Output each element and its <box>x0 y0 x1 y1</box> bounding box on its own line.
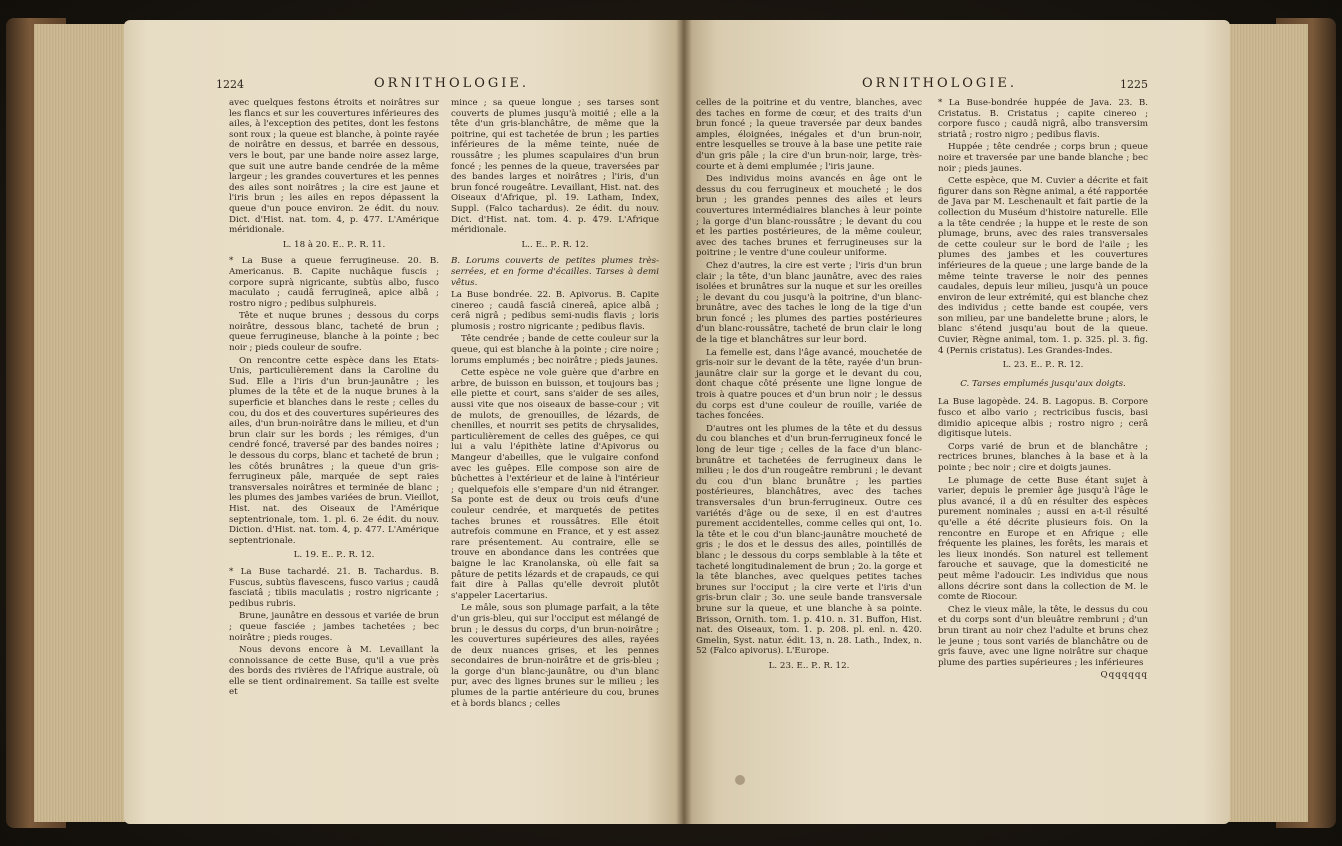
left-column-2 <box>451 98 659 711</box>
paragraph: Huppée ; tête cendrée ; corps brun ; queue noire et traversée par une bande blanche ; bec noir ; pieds jaunes. <box>938 142 1148 174</box>
paragraph: D'autres ont les plumes de la tête et du dessus du cou blanches et d'un brun-ferrugineux foncé le long de leur tige ; celles de la face d'un blanc-brunâtre et tachetées de ferrugineux dans le milieu ; le dos d'un rougeâtre rembruni ; le devant du cou d'un blanc brunâtre ; les parties postérieures, blanchâtres, avec des taches transversales d'un brun-ferrugineux. Outre ces variétés d'âge ou de sexe, il en est d'autres purement accidentelles, comme celles qui ont, 1o. la tête et le cou d'un blanc-jaunâtre moucheté de gris ; le dos et le dessus des ailes, pointillés de blanc ; le dessous du corps semblable à la tête et tacheté longitudinalement de brun ; 2o. la gorge et la tête blanches, avec quelques petites taches brunes sur l'occiput ; la cire verte et l'iris d'un gris-brun clair ; 3o. une seule bande transversale brune sur la queue, et une blanche à sa pointe. Brisson, Ornith. tom. 1. p. 410. n. 31. Buffon, Hist. nat. des Oiseaux, tom. 1. p. 208. pl. enl. n. 420. Gmelin, Syst. natur. édit. 13, n. 28. Lath., Index, n. 52 (Falco apivorus). L'Europe. <box>696 423 922 657</box>
species-entry-lagopede: La Buse lagopède. 24. B. Lagopus. B. Corpore fusco et albo vario ; rectricibus fuscis, basi dimidio apiceque albis ; rostro nigro ; cerâ digitisque luteis. <box>938 397 1148 440</box>
paragraph: Corps varié de brun et de blanchâtre ; rectrices brunes, blanches à la base et à la pointe ; bec noir ; cire et doigts jaunes. <box>938 441 1148 473</box>
paragraph: Le mâle, sous son plumage parfait, a la tête d'un gris-bleu, qui sur l'occiput est mélangé de brun ; le dessus du corps, d'un brun-noirâtre ; les couvertures supérieures des ailes, rayées de deux nuances grises, et les pennes secondaires de brun-noirâtre et de gris-bleu ; la gorge d'un blanc-jaunâtre, ou d'un blanc pur, avec des lignes brunes sur le milieu ; les plumes de la partie antérieure du cou, brunes et à bords blancs ; celles <box>451 603 659 709</box>
paragraph: Cette espèce ne vole guère que d'arbre en arbre, de buisson en buisson, et toujours bas ; elle piette et court, sans s'aider de ses ailes, aussi vite que nos oiseaux de basse-cour ; vit de mulots, de grenouilles, de lézards, de chenilles, et nourrit ses petits de chrysalides, particulièrement de celles des guêpes, ce qui lui a valu l'épithète latine d'Apivorus ou Mangeur d'abeilles, que le vulgaire confond avec les guêpes. Elle compose son aire de bûchettes à l'extérieur et de laine à l'intérieur ; quelquefois elle s'empare d'un nid étranger. Sa ponte est de deux ou trois œufs d'une couleur cendrée, et marquetés de petites taches brunes et roussâtres. Elle étoit autrefois commune en France, et y est assez rare présentement. Au contraire, elle se trouve en abondance dans les contrées que baigne le lac Kranolanska, où elle fait sa pâture de petits lézards et de crapauds, ce qui fait dire à Pallas qu'elle devroit plutôt s'appeler Lacertarius. <box>451 368 659 601</box>
paragraph: avec quelques festons étroits et noirâtres sur les flancs et sur les couvertures inférieures des ailes, à l'exception des petites, dont les festons sont roux ; la queue est blanche, à pointe rayée de noirâtre en dessus, et barrée en dessous, vers le bout, par une bande noire assez large, que suit une autre bande cendrée de la même largeur ; les grandes couvertures et les pennes des ailes sont noirâtres ; la cire est jaune et l'iris brun ; les ailes en repos dépassent la queue d'un pouce environ. 2e édit. du nouv. Dict. d'Hist. nat. tom. 4, p. 477. L'Amérique méridionale. <box>229 98 439 236</box>
paragraph: Des individus moins avancés en âge ont le dessus du cou ferrugineux et moucheté ; le dos brun ; les grandes pennes des ailes et leurs couvertures intermédiaires blanches à leur pointe ; la gorge d'un blanc-roussâtre ; le devant du cou et les parties postérieures, de la même couleur, avec des taches brunes et ferrugineuses sur la poitrine ; le ventre d'une couleur uniforme. <box>696 174 922 259</box>
paragraph: Le plumage de cette Buse étant sujet à varier, depuis le premier âge jusqu'à l'âge le plus avancé, il a dû en résulter des espèces purement nominales ; aussi en a-t-il résulté qu'elle a été décrite plusieurs fois. On la rencontre en Europe et en Afrique ; elle fréquente les plaines, les forêts, les marais et les lieux inondés. Son naturel est tellement farouche et sauvage, que la domesticité ne peut même l'adoucir. Les individus que nous allons décrire sont dans la collection de M. le comte de Riocour. <box>938 475 1148 603</box>
right-page <box>684 20 1230 824</box>
measurement-line: L.. E.. P.. R. 12. <box>521 239 589 250</box>
library-stamp <box>735 775 745 785</box>
measurement-line: L. 23. E.. P.. R. 12. <box>768 660 850 671</box>
species-entry-bondree-huppee: * La Buse-bondrée huppée de Java. 23. B. Cristatus. B. Cristatus ; capite cinereo ; corpore fusco ; caudâ nigrâ, albo transversim striatâ ; rostro nigro ; pedibus flavis. <box>938 98 1148 140</box>
section-heading-b: B. Lorums couverts de petites plumes très-serrées, et en forme d'écailles. Tarses à demi vêtus. <box>451 256 659 288</box>
measurement-line: L. 19. E.. P.. R. 12. <box>293 550 375 561</box>
page-number-left: 1224 <box>216 78 244 91</box>
right-column-1 <box>696 98 922 677</box>
paragraph: celles de la poitrine et du ventre, blanches, avec des taches en forme de cœur, et des traits d'un brun foncé ; la queue traversée par deux bandes amples, éloignées, inégales et d'un brun-noir, entre lesquelles se trouve à la base une petite raie d'un gris pâle ; la cire d'un brun-noir, large, très-courte et à demi emplumée ; l'iris jaune. <box>696 98 922 172</box>
signature-mark: Qqqqqqq <box>1100 670 1148 681</box>
measurement-line: L. 23. E.. P.. R. 12. <box>1002 360 1084 371</box>
paragraph: Brune, jaunâtre en dessous et variée de brun ; queue fasciée ; jambes tachetées ; bec noirâtre ; pieds rouges. <box>229 611 439 643</box>
right-column-2 <box>938 98 1148 683</box>
paragraph: Chez le vieux mâle, la tête, le dessus du cou et du corps sont d'un bleuâtre rembruni ; d'un brun tirant au noir chez l'adulte et bruns chez le jeune ; tous sont variés de blanchâtre ou de gris fauve, avec une ligne noirâtre sur chaque plume des parties supérieures ; les inférieures <box>938 604 1148 668</box>
paragraph: Nous devons encore à M. Levaillant la connoissance de cette Buse, qu'il a vue près des bords des rivières de l'Afrique australe, où elle se tient ordinairement. Sa taille est svelte et <box>229 645 439 698</box>
measurement-line: L. 18 à 20. E.. P.. R. 11. <box>282 239 386 250</box>
left-page <box>124 20 686 824</box>
running-header-right: ORNITHOLOGIE. <box>862 76 1018 91</box>
paragraph: Chez d'autres, la cire est verte ; l'iris d'un brun clair ; la tête, d'un blanc jaunâtre, avec des raies isolées et brunâtres sur la nuque et sur les oreilles ; le devant du cou jusqu'à la poitrine, d'un blanc-brunâtre, avec des taches le long de la tige d'un brun foncé ; les plumes des parties postérieures d'un blanc-roussâtre, tacheté de brun clair le long de la tige et blanchâtres sur leur bord. <box>696 260 922 346</box>
page-edges-left <box>34 24 130 822</box>
book-gutter <box>676 20 692 824</box>
paragraph: Tête et nuque brunes ; dessous du corps noirâtre, dessous blanc, tacheté de brun ; queue ferrugineuse, blanche à la pointe ; bec noir ; pieds couleur de soufre. <box>229 311 439 354</box>
page-edges-right <box>1222 24 1308 822</box>
species-entry-tacharde: * La Buse tachardé. 21. B. Tachardus. B. Fuscus, subtùs flavescens, fusco varius ; caudâ fasciatâ ; tibiis maculatis ; rostro nigricante ; pedibus rubris. <box>229 566 439 609</box>
running-header-left: ORNITHOLOGIE. <box>374 76 530 91</box>
paragraph: On rencontre cette espèce dans les Etats-Unis, particulièrement dans la Caroline du Sud. Elle a l'iris d'un brun-jaunâtre ; les plumes de la tête et de la nuque brunes à la superficie et blanches dans le reste ; celles du cou, du dos et des couvertures supérieures des ailes, d'un brun-noirâtre dans le milieu, et d'un brun clair sur les bords ; les rémiges, d'un cendré foncé, traversé par des bandes noires ; le dessous du corps, blanc et tacheté de brun ; les côtés brunâtres ; la queue d'un gris-ferrugineux pâle, marquée de sept raies transversales noirâtres et terminée de blanc ; les plumes des jambes variées de brun. Vieillot, Hist. nat. des Oiseaux de l'Amérique septentrionale, tom. 1. pl. 6. 2e édit. du nouv. Diction. d'Hist. nat. tom. 4, p. 477. L'Amérique septentrionale. <box>229 355 439 546</box>
page-number-right: 1225 <box>1120 78 1148 91</box>
paragraph: La femelle est, dans l'âge avancé, mouchetée de gris-noir sur le devant de la tête, rayée d'un brun-jaunâtre clair sur la gorge et le devant du cou, dont chaque côté présente une ligne longue de trois à quatre pouces et d'un brun noir ; le dessus du corps est d'une couleur de rouille, variée de taches foncées. <box>696 347 922 422</box>
left-column-1 <box>229 98 439 700</box>
paragraph: mince ; sa queue longue ; ses tarses sont couverts de plumes jusqu'à moitié ; elle a la tête d'un gris-blanchâtre, de même que la poitrine, qui est tachetée de brun ; les parties inférieures de la même teinte, nuée de roussâtre ; les plumes scapulaires d'un brun foncé ; les pennes de la queue, traversées par des bandes larges et noirâtres ; l'iris, d'un brun foncé rougeâtre. Levaillant, Hist. nat. des Oiseaux d'Afrique, pl. 19. Latham, Index, Suppl. (Falco tachardus). 2e édit. du nouv. Dict. d'Hist. nat. tom. 4. p. 479. L'Afrique méridionale. <box>451 98 659 236</box>
species-entry-bondree: La Buse bondrée. 22. B. Apivorus. B. Capite cinereo ; caudâ fasciâ cinereâ, apice albâ ; cerâ nigrâ ; pedibus semi-nudis flavis ; loris plumosis ; rostro nigricante ; pedibus flavis. <box>451 290 659 332</box>
paragraph: Cette espèce, que M. Cuvier a décrite et fait figurer dans son Règne animal, a été rapportée de Java par M. Leschenault et fait partie de la collection du Muséum d'histoire naturelle. Elle a la tête cendrée ; la huppe et le reste de son plumage, bruns, avec des raies transversales de cette couleur sur le bord de l'aile ; les plumes des jambes et les couvertures inférieures de la queue ; une large bande de la même teinte traverse le noir des pennes caudales, depuis leur milieu, jusqu'à un pouce environ de leur extrémité, qui est blanche chez des individus ; cette bande est coupée, vers son milieu, par une bandelette brune ; alors, le blanc s'étend jusqu'au bout de la queue. Cuvier, Règne animal, tom. 1. p. 325. pl. 3. fig. 4 (Pernis cristatus). Les Grandes-Indes. <box>938 176 1148 356</box>
species-entry-ferrugineuse: * La Buse a queue ferrugineuse. 20. B. Americanus. B. Capite nuchâque fuscis ; corpore suprà nigricante, subtùs albo, fusco maculato ; caudâ ferrugineâ, apice albâ ; rostro nigro ; pedibus sulphureis. <box>229 256 439 309</box>
section-heading-c: C. Tarses emplumés jusqu'aux doigts. <box>960 378 1126 389</box>
paragraph: Tête cendrée ; bande de cette couleur sur la queue, qui est blanche à la pointe ; cire noire ; lorums emplumés ; bec noirâtre ; pieds jaunes. <box>451 334 659 366</box>
